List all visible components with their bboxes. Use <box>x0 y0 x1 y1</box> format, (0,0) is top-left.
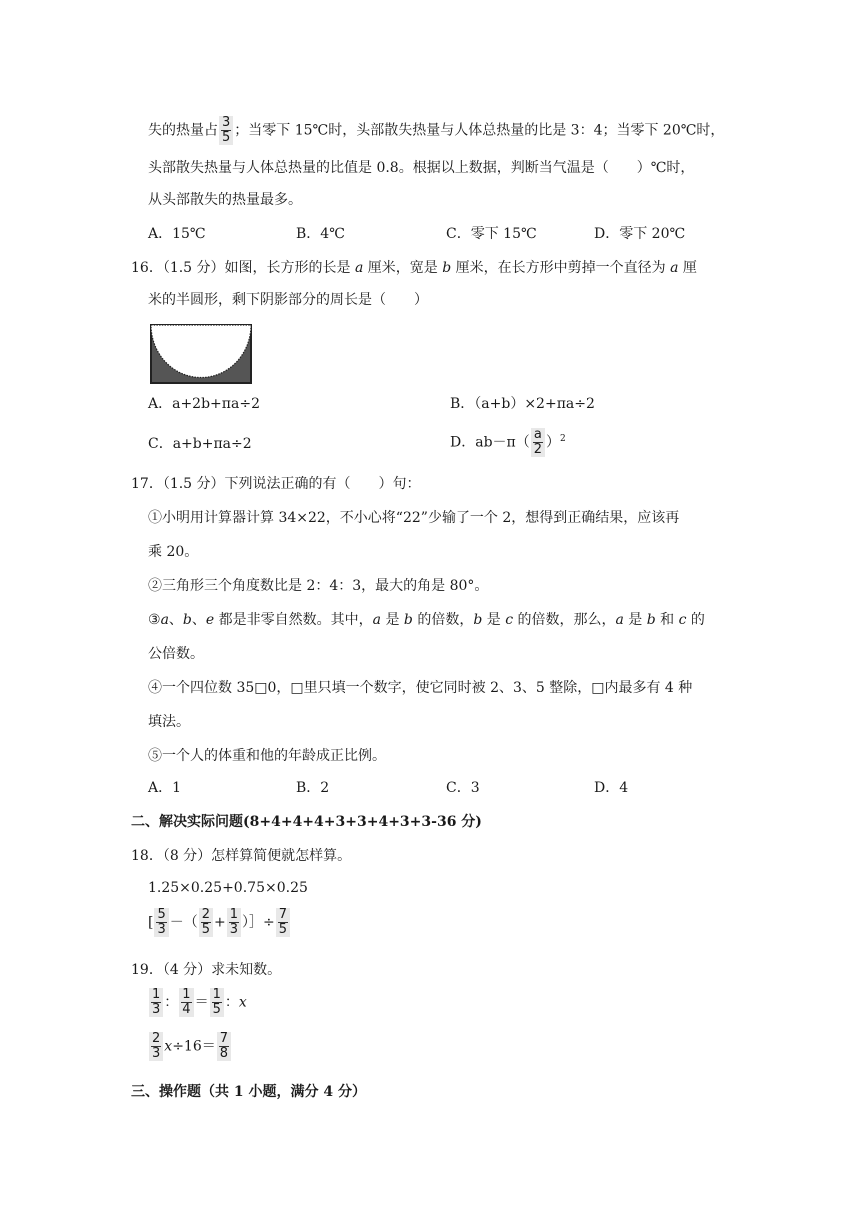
q17-option-d: D．4 <box>594 780 629 796</box>
fraction: $\frac{1}{4}$ <box>179 988 193 1017</box>
q16-option-c: C．a+b+πa÷2 <box>148 436 252 452</box>
q18-head: 18．（8 分）怎样算简便就怎样算。 <box>131 848 352 864</box>
q17-option-a: A．1 <box>148 780 182 796</box>
fraction: $\frac{7}{8}$ <box>217 1032 231 1061</box>
q19-equation-2: $\frac{2}{3}$ x÷16＝ $\frac{7}{8}$ <box>148 1032 232 1061</box>
q15-line-2: 头部散失热量与人体总热量的比值是 0.8。根据以上数据，判断当气温是（ ）℃时， <box>148 160 695 176</box>
q17-head: 17．（1.5 分）下列说法正确的有（ ）句： <box>131 476 421 492</box>
q15-line-3: 从头部散失的热量最多。 <box>148 192 302 208</box>
q17-option-c: C．3 <box>446 780 480 796</box>
q17-statement-3: ③a、b、e 都是非零自然数。其中，a 是 b 的倍数，b 是 c 的倍数，那么，a 是 b 和 c 的 <box>148 612 705 628</box>
q18-expression-2: [ $\frac{5}{3}$ －（ $\frac{2}{5}$ + $\frac{1}{3}$ ）］÷ $\frac{7}{5}$ <box>148 908 291 937</box>
fraction: $\frac{1}{3}$ <box>227 908 241 937</box>
section-3-heading: 三、操作题（共 1 小题，满分 4 分） <box>131 1084 366 1100</box>
q16-line-1: 16．（1.5 分）如图，长方形的长是 a 厘米，宽是 b 厘米，在长方形中剪掉一个直径为 a 厘 <box>131 260 697 276</box>
q15-text: 失的热量占 <box>148 122 218 139</box>
q17-statement-3-cont: 公倍数。 <box>148 646 204 662</box>
q19-head: 19．（4 分）求未知数。 <box>131 962 282 978</box>
q19-equation-1: $\frac{1}{3}$ ： $\frac{1}{4}$ ＝ $\frac{1}{5}$ ：x <box>148 988 247 1017</box>
fraction: $\frac{1}{3}$ <box>149 988 163 1017</box>
q17-statement-5: ⑤一个人的体重和他的年龄成正比例。 <box>148 748 386 764</box>
q15-option-a: A．15℃ <box>148 226 206 242</box>
q16-option-b: B．（a+b）×2+πa÷2 <box>450 396 595 412</box>
fraction: $\frac{a}{2}$ <box>531 428 545 457</box>
q17-statement-4-cont: 填法。 <box>148 714 190 730</box>
fraction: $\frac{7}{5}$ <box>276 908 290 937</box>
fraction: $\frac{1}{5}$ <box>210 988 224 1017</box>
q15-line-1 <box>148 116 724 145</box>
fraction: $\frac{2}{3}$ <box>149 1032 163 1061</box>
q15-text: ；当零下 15℃时，头部散失热量与人体总热量的比是 3：4；当零下 20℃时， <box>234 122 725 139</box>
q16-option-a: A．a+2b+πa÷2 <box>148 396 260 412</box>
q17-statement-1-cont: 乘 20。 <box>148 544 199 560</box>
q16-line-2: 米的半圆形，剩下阴影部分的周长是（ ） <box>148 292 428 308</box>
q15-option-b: B．4℃ <box>296 226 345 242</box>
q16-option-d: D．ab－π（ $\frac{a}{2}$ ）$^2$ <box>450 427 566 457</box>
q15-option-c: C．零下 15℃ <box>446 226 537 242</box>
fraction: $\frac{3}{5}$ <box>219 116 233 145</box>
fraction: $\frac{2}{5}$ <box>199 908 213 937</box>
q17-option-b: B．2 <box>296 780 330 796</box>
section-2-heading: 二、解决实际问题(8+4+4+4+3+3+4+3+3-36 分) <box>131 814 482 830</box>
q17-statement-2: ②三角形三个角度数比是 2：4：3，最大的角是 80°。 <box>148 578 489 594</box>
q17-statement-1: ①小明用计算器计算 34×22，不小心将“22”少输了一个 2，想得到正确结果，应该再 <box>148 510 680 526</box>
fraction: $\frac{5}{3}$ <box>154 908 168 937</box>
rectangle-semicircle-figure <box>150 324 252 384</box>
q15-option-d: D．零下 20℃ <box>594 226 686 242</box>
q17-statement-4: ④一个四位数 35□0，□里只填一个数字，使它同时被 2、3、5 整除，□内最多有 4 种 <box>148 680 693 696</box>
q18-expression-1: 1.25×0.25+0.75×0.25 <box>148 880 308 896</box>
